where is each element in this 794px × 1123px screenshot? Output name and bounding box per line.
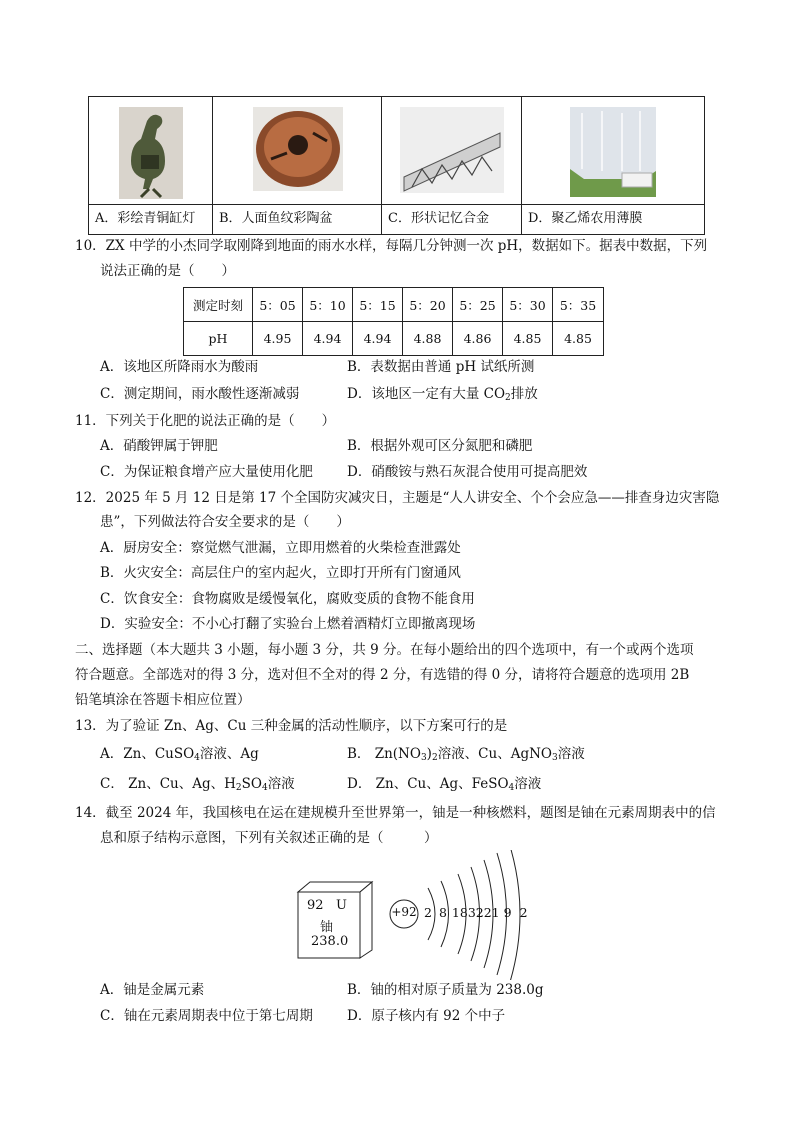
table-row [184, 322, 604, 356]
q14-stem-line1: 14．截至 2024 年，我国核电在运在建规模升至世界第一，铀是一种核燃料，题图是铀在元素周期表中的信 [75, 805, 716, 821]
shell-count: 8 [438, 905, 447, 920]
q11-option-b[interactable]: B．根据外观可区分氮肥和磷肥 [347, 438, 533, 454]
ph-value-cell: 4.85 [503, 322, 553, 356]
q13-option-c[interactable]: C． Zn、Cu、Ag、$H_2SO_4$溶液 [100, 776, 295, 793]
q10-option-b[interactable]: B．表数据由普通 pH 试纸所测 [347, 359, 535, 375]
element-atomic-number: 92 [307, 898, 324, 913]
time-cell: 5：15 [353, 288, 403, 322]
caption-a: A．彩绘青铜缸灯 [89, 204, 212, 234]
q13-option-b[interactable]: B． $Zn(NO_3)_2$溶液、Cu、AgNO$_3$溶液 [347, 746, 585, 763]
shell-count: 32 [467, 905, 484, 920]
q11-option-a[interactable]: A．硝酸钾属于钾肥 [100, 438, 218, 454]
plastic-film-image [522, 103, 704, 201]
ph-header-cell: pH [184, 322, 253, 356]
q12-option-a[interactable]: A．厨房安全：察觉燃气泄漏，立即用燃着的火柴检查泄露处 [100, 540, 461, 556]
bronze-lamp-image [89, 103, 213, 201]
nucleus-charge: +92 [391, 905, 417, 919]
shell-count: 21 [483, 905, 500, 920]
section2-instructions-line1: 二、选择题（本大题共 3 小题，每小题 3 分，共 9 分。在每小题给出的四个选项中，有一个或两个选项 [75, 642, 694, 658]
ph-value-cell: 4.95 [253, 322, 303, 356]
q12-option-c[interactable]: C．饮食安全：食物腐败是缓慢氧化，腐败变质的食物不能食用 [100, 591, 475, 607]
section2-instructions-line2: 符合题意。全部选对的得 3 分，选对但不全对的得 2 分，有选错的得 0 分，请将符合题意的选项用 2B [75, 667, 690, 683]
ph-value-cell: 4.94 [303, 322, 353, 356]
time-cell: 5：30 [503, 288, 553, 322]
q14-option-a[interactable]: A．铀是金属元素 [100, 982, 205, 998]
q10-option-a[interactable]: A．该地区所降雨水为酸雨 [100, 359, 259, 375]
q11-option-c[interactable]: C．为保证粮食增产应大量使用化肥 [100, 464, 313, 480]
ph-value-cell: 4.88 [403, 322, 453, 356]
shell-count: 2 [519, 905, 528, 920]
q13-option-a[interactable]: A．Zn、CuSO$_4$溶液、Ag [100, 746, 259, 763]
q14-stem-line2: 息和原子结构示意图，下列有关叙述正确的是（ ） [100, 830, 438, 846]
time-cell: 5：05 [253, 288, 303, 322]
q13-stem: 13．为了验证 Zn、Ag、Cu 三种金属的活动性顺序，以下方案可行的是 [75, 718, 508, 734]
time-cell: 5：25 [453, 288, 503, 322]
option-b-cell [213, 97, 382, 234]
shell-count: 18 [451, 905, 468, 920]
pottery-basin-image [213, 103, 382, 201]
q10-stem-line1: 10．ZX 中学的小杰同学取刚降到地面的雨水水样，每隔几分钟测一次 pH，数据如下。据表中数据，下列 [75, 238, 708, 254]
shell-count: 9 [503, 905, 512, 920]
q12-stem-line1: 12．2025 年 5 月 12 日是第 17 个全国防灾减灾日，主题是“人人讲安全、个个会应急——排查身边灾害隐 [75, 490, 720, 506]
element-name: 铀 [320, 920, 334, 935]
q12-option-b[interactable]: B．火灾安全：高层住户的室内起火，立即打开所有门窗通风 [100, 565, 461, 581]
option-d-cell [522, 97, 704, 234]
option-a-cell [89, 97, 213, 234]
time-cell: 5：20 [403, 288, 453, 322]
q14-option-c[interactable]: C．铀在元素周期表中位于第七周期 [100, 1008, 313, 1024]
q10-option-d[interactable]: D．该地区一定有大量 $CO_2$排放 [347, 386, 538, 403]
time-cell: 5：35 [553, 288, 604, 322]
q13-option-d[interactable]: D． Zn、Cu、Ag、FeSO$_4$溶液 [347, 776, 542, 793]
q11-option-d[interactable]: D．硝酸铵与熟石灰混合使用可提高肥效 [347, 464, 588, 480]
q10-option-c[interactable]: C．测定期间，雨水酸性逐渐减弱 [100, 386, 300, 402]
ph-data-table [183, 287, 604, 356]
q14-option-d[interactable]: D．原子核内有 92 个中子 [347, 1008, 506, 1024]
section2-instructions-line3: 铅笔填涂在答题卡相应位置） [75, 692, 251, 708]
time-header-cell: 测定时刻 [184, 288, 253, 322]
q11-stem: 11．下列关于化肥的说法正确的是（ ） [75, 413, 336, 429]
element-atomic-mass: 238.0 [311, 934, 349, 949]
caption-b: B．人面鱼纹彩陶盆 [213, 204, 381, 234]
caption-c: C．形状记忆合金 [382, 204, 521, 234]
q12-stem-line2: 患”，下列做法符合安全要求的是（ ） [100, 514, 350, 530]
electron-shells [424, 905, 528, 920]
q12-option-d[interactable]: D．实验安全：不小心打翻了实验台上燃着酒精灯立即撤离现场 [100, 616, 476, 632]
q14-option-b[interactable]: B．铀的相对原子质量为 238.0g [347, 982, 544, 998]
memory-alloy-stent-image [382, 103, 522, 201]
table-row [184, 288, 604, 322]
element-symbol: U [336, 898, 347, 913]
option-c-cell [382, 97, 522, 234]
caption-d: D．聚乙烯农用薄膜 [522, 204, 704, 234]
shell-count: 2 [424, 905, 432, 920]
q10-stem-line2: 说法正确的是（ ） [100, 263, 235, 279]
image-options-table [88, 96, 705, 235]
ph-value-cell: 4.94 [353, 322, 403, 356]
time-cell: 5：10 [303, 288, 353, 322]
ph-value-cell: 4.85 [553, 322, 604, 356]
ph-value-cell: 4.86 [453, 322, 503, 356]
